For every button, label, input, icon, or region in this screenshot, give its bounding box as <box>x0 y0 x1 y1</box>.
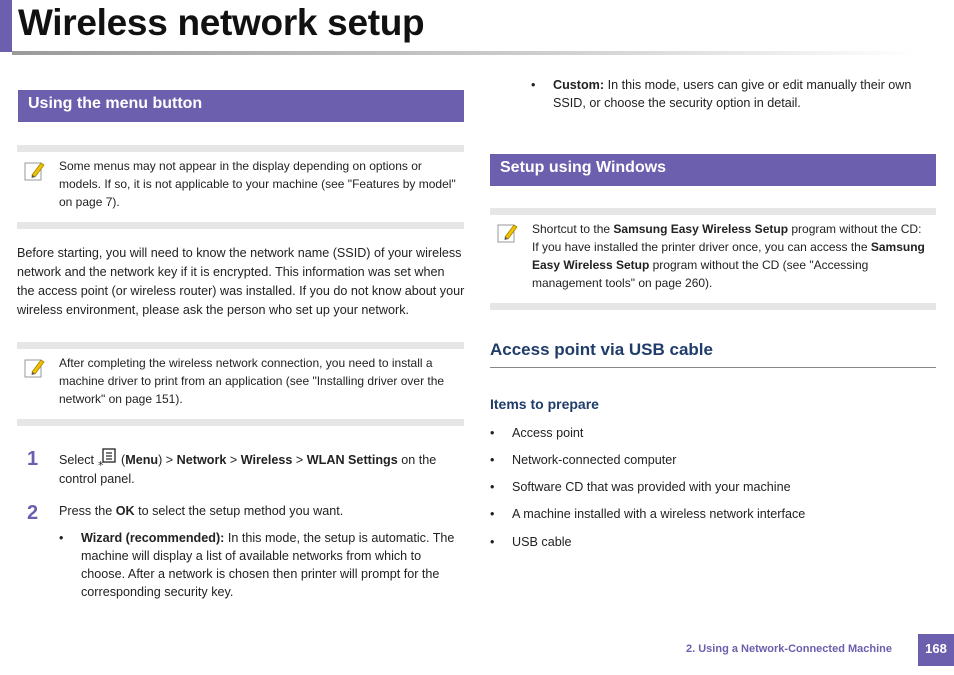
items-heading: Items to prepare <box>490 396 599 412</box>
section-heading-windows: Setup using Windows <box>490 154 936 186</box>
list-item <box>490 533 930 551</box>
note-text <box>532 220 930 292</box>
custom-description: In this mode, users can give or edit manually their own SSID, or choose the security option in detail. <box>553 78 912 110</box>
custom-bullet <box>531 76 931 116</box>
list-item <box>490 424 930 442</box>
bullet-dot: • <box>59 531 64 545</box>
footer-chapter: 2. Using a Network-Connected Machine <box>686 643 892 655</box>
svg-text:*: * <box>97 459 104 470</box>
step-text-fragment: on the control panel. <box>59 453 437 486</box>
wireless-label: Wireless <box>240 453 293 467</box>
step-text-fragment: Press the <box>59 504 116 518</box>
bullet-dot: • <box>490 535 495 549</box>
bullet-dot: • <box>490 453 495 467</box>
item-text: USB cable <box>512 535 572 549</box>
custom-text <box>553 76 931 112</box>
note-box-shortcut <box>490 208 936 310</box>
bullet-dot: • <box>490 507 495 521</box>
wizard-description: In this mode, the setup is automatic. The machine will display a list of available networks from which to choose. After a network is chosen then printer will prompt for the corresponding security key. <box>81 531 455 599</box>
menu-label: Menu <box>125 453 159 467</box>
step-text-fragment: > <box>292 453 307 467</box>
list-item <box>490 478 930 496</box>
note-text: After completing the wireless network connection, you need to install a machine driver to print from an application (see "Installing driver over the network" on page 151). <box>59 356 445 406</box>
program-name: Samsung Easy Wireless Setup <box>532 240 925 272</box>
note-text-fragment: program without the CD: If you have installed the printer driver once, you can access the <box>532 222 922 254</box>
list-item <box>490 505 930 523</box>
step-number: 1 <box>27 448 39 470</box>
intro-paragraph: Before starting, you will need to know the network name (SSID) of your wireless network and the network key if it is encrypted. This information was set when the access point (or wireless router) was installed. If you do not know about your wireless environment, please ask the person who set up your network. <box>17 246 465 317</box>
note-text-fragment: Shortcut to the <box>532 222 614 236</box>
note-pencil-icon <box>24 357 46 379</box>
step-2-text <box>59 502 459 520</box>
list-item <box>490 451 930 469</box>
item-text: Network-connected computer <box>512 453 677 467</box>
usb-heading: Access point via USB cable <box>490 340 713 359</box>
bullet-dot: • <box>531 78 536 92</box>
menu-icon <box>98 448 118 470</box>
wizard-text <box>81 529 461 601</box>
step-number: 2 <box>27 502 39 524</box>
usb-heading-rule <box>490 367 936 368</box>
program-name: Samsung Easy Wireless Setup <box>613 222 789 236</box>
note-text: Some menus may not appear in the display depending on options or models. If so, it is not applicable to your machine (see "Features by model" on page 7). <box>59 159 456 209</box>
note-pencil-icon <box>497 222 519 244</box>
wlan-settings-label: WLAN Settings <box>306 453 398 467</box>
item-text: Software CD that was provided with your machine <box>512 480 791 494</box>
wizard-label: Wizard (recommended): <box>81 531 225 545</box>
item-text: Access point <box>512 426 584 440</box>
page-number: 168 <box>918 634 954 666</box>
note-box-driver <box>17 342 464 426</box>
step-1-text <box>59 448 459 488</box>
page-title: Wireless network setup <box>18 2 425 43</box>
section-heading-menu-button: Using the menu button <box>18 90 464 122</box>
note-box-menus <box>17 145 464 229</box>
network-label: Network <box>176 453 227 467</box>
note-pencil-icon <box>24 160 46 182</box>
step-text-fragment: to select the setup method you want. <box>134 504 344 518</box>
wizard-bullet <box>59 529 461 605</box>
custom-label: Custom: <box>553 78 605 92</box>
step-text-fragment: Select <box>59 453 98 467</box>
step-text-fragment: ) > <box>158 453 177 467</box>
title-divider <box>12 51 917 55</box>
item-text: A machine installed with a wireless network interface <box>512 507 806 521</box>
title-accent-bar <box>0 0 12 52</box>
bullet-dot: • <box>490 426 495 440</box>
ok-label: OK <box>115 504 135 518</box>
note-text-fragment: program without the CD (see "Accessing management tools" on page 260). <box>532 258 869 290</box>
bullet-dot: • <box>490 480 495 494</box>
step-text-fragment: ( <box>117 453 126 467</box>
step-text-fragment: > <box>226 453 241 467</box>
